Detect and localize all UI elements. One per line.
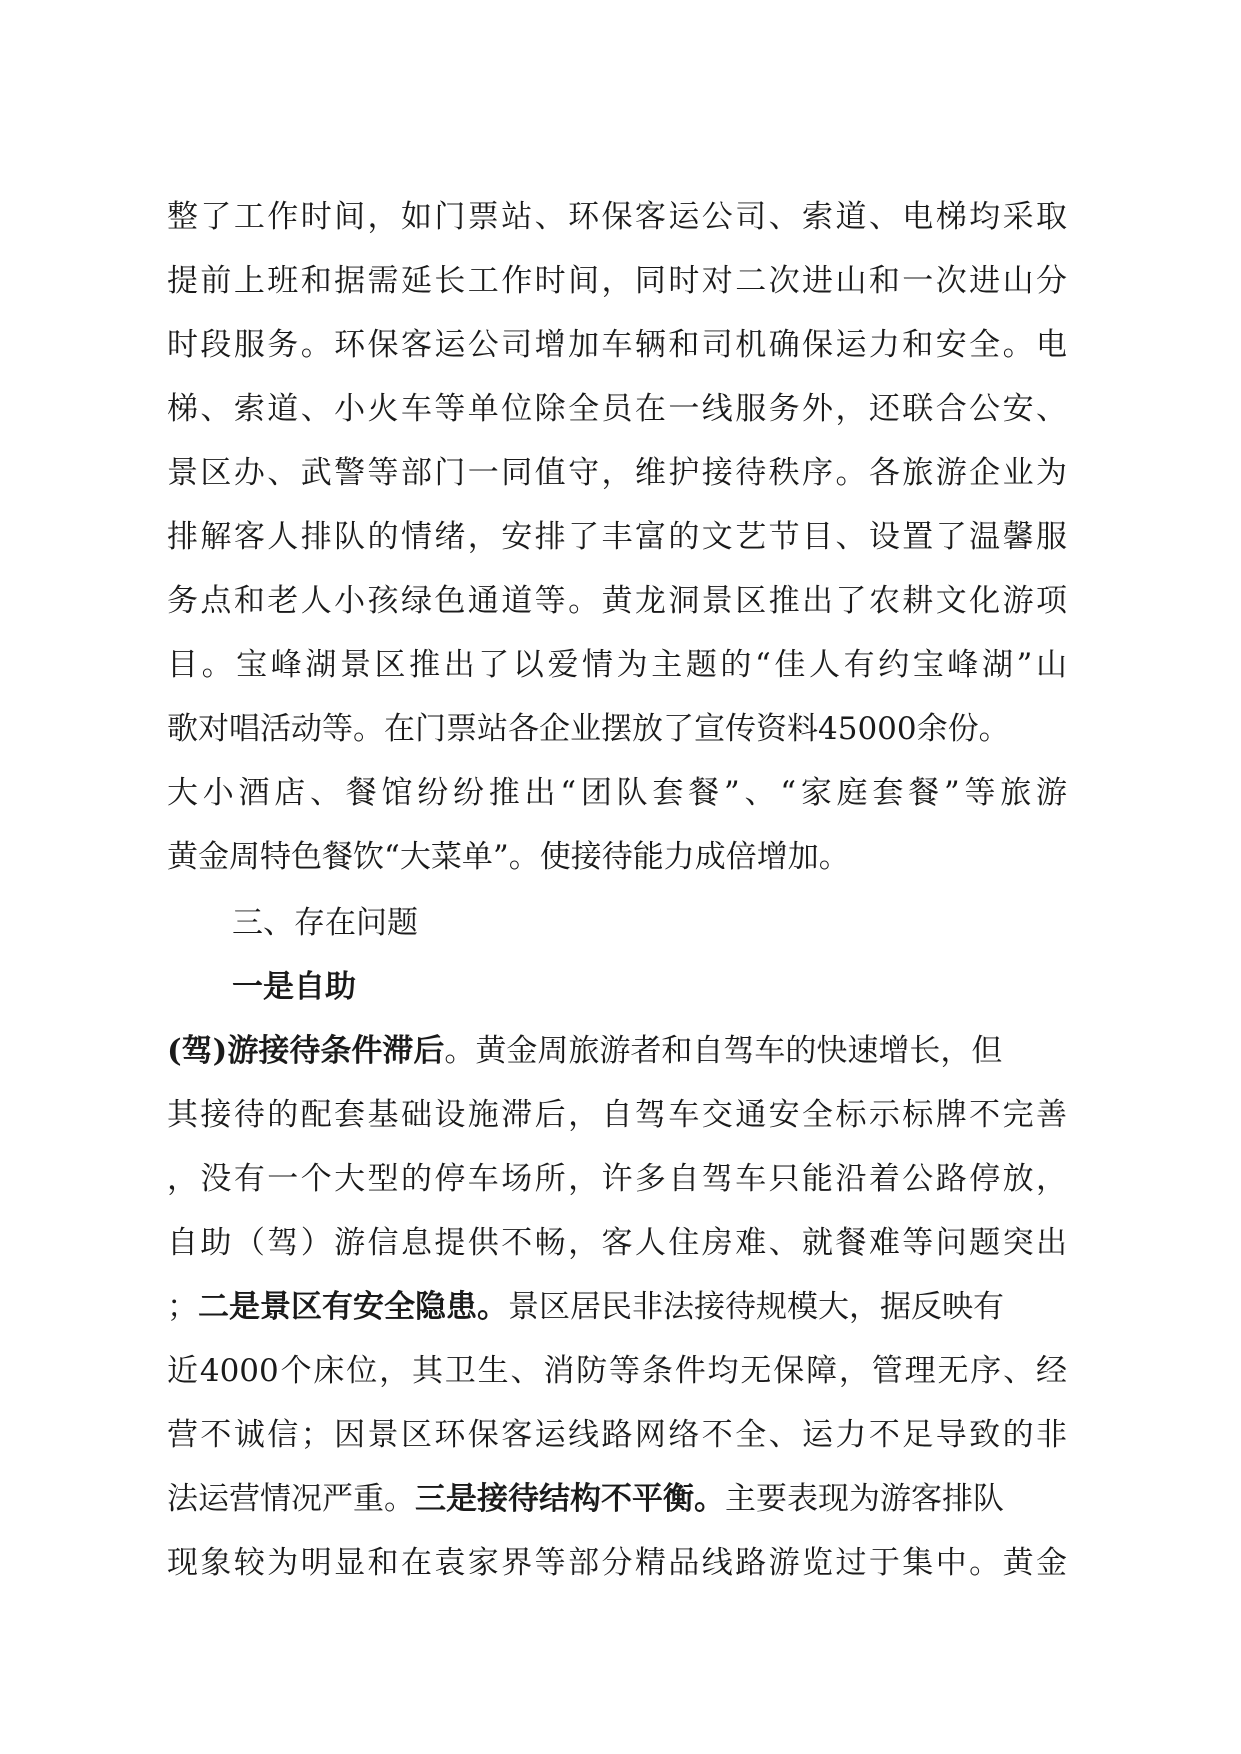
item1-line-1	[167, 1027, 1067, 1075]
item3-prefix: 法运营情况严重。	[167, 1481, 415, 1517]
paragraph-line-2: 提前上班和据需延长工作时间，同时对二次进山和一次进山分	[167, 263, 1067, 299]
paragraph-line-6: 排解客人排队的情绪，安排了丰富的文艺节目、设置了温馨服	[167, 519, 1067, 555]
item2-prefix: ；	[167, 1289, 198, 1325]
item1-line-4: 自助（驾）游信息提供不畅，客人住房难、就餐难等问题突出	[167, 1225, 1067, 1261]
section-heading: 三、存在问题	[232, 905, 418, 941]
paragraph-line-5: 景区办、武警等部门一同值守，维护接待秩序。各旅游企业为	[167, 455, 1067, 491]
item2-title: 二是景区有安全隐患。	[198, 1289, 508, 1325]
paragraph-line-10: 大小酒店、餐馆纷纷推出“团队套餐”、“家庭套餐”等旅游	[167, 775, 1067, 811]
item2-line-1	[167, 1283, 1067, 1331]
item1-title: (驾)游接待条件滞后	[167, 1033, 445, 1069]
item1-text: 。黄金周旅游者和自驾车的快速增长，但	[444, 1033, 1003, 1069]
item3-line-1	[167, 1475, 1067, 1523]
item3-title: 三是接待结构不平衡。	[415, 1481, 725, 1517]
paragraph-line-4: 梯、索道、小火车等单位除全员在一线服务外，还联合公安、	[167, 391, 1067, 427]
paragraph-line-7: 务点和老人小孩绿色通道等。黄龙洞景区推出了农耕文化游项	[167, 583, 1067, 619]
item3-line-2: 现象较为明显和在袁家界等部分精品线路游览过于集中。黄金	[167, 1545, 1067, 1581]
item2-text: 景区居民非法接待规模大，据反映有	[508, 1289, 1004, 1325]
paragraph-line-3: 时段服务。环保客运公司增加车辆和司机确保运力和安全。电	[167, 327, 1067, 363]
item2-line-3: 营不诚信；因景区环保客运线路网络不全、运力不足导致的非	[167, 1417, 1067, 1453]
paragraph-line-8: 目。宝峰湖景区推出了以爱情为主题的“佳人有约宝峰湖”山	[167, 647, 1067, 683]
item3-text: 主要表现为游客排队	[725, 1481, 1004, 1517]
item1-line-2: 其接待的配套基础设施滞后，自驾车交通安全标示标牌不完善	[167, 1097, 1067, 1133]
item2-line-2: 近4000个床位，其卫生、消防等条件均无保障，管理无序、经	[167, 1353, 1067, 1389]
paragraph-line-1: 整了工作时间，如门票站、环保客运公司、索道、电梯均采取	[167, 199, 1067, 235]
item1-heading: 一是自助	[232, 969, 356, 1005]
paragraph-line-11: 黄金周特色餐饮“大菜单”。使接待能力成倍增加。	[167, 839, 850, 875]
item1-line-3: ，没有一个大型的停车场所，许多自驾车只能沿着公路停放，	[167, 1161, 1067, 1197]
paragraph-line-9: 歌对唱活动等。在门票站各企业摆放了宣传资料45000余份。	[167, 711, 1010, 747]
